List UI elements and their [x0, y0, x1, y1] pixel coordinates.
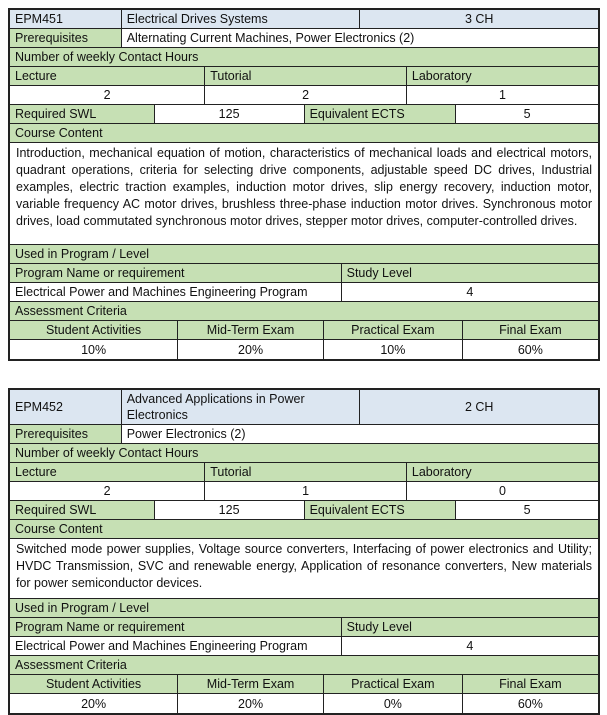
final-exam-label-cell: Final Exam [463, 321, 598, 339]
course-content-header-row [10, 520, 598, 539]
mid-term-exam-value-cell: 20% [178, 694, 324, 713]
course-title-cell: Electrical Drives Systems [122, 10, 361, 28]
contact-hours-label-cell: Number of weekly Contact Hours [10, 444, 598, 462]
student-activities-label-cell: Student Activities [10, 675, 178, 693]
laboratory-value-cell: 0 [498, 484, 506, 498]
hours-values-row [10, 482, 598, 501]
practical-exam-label-cell: Practical Exam [324, 675, 463, 693]
assessment-criteria-label-cell: Assessment Criteria [10, 656, 598, 674]
study-level-value-cell: 4 [466, 639, 474, 653]
swl-row [10, 105, 598, 124]
contact-hours-header-row [10, 48, 598, 67]
course-content-header-row [10, 124, 598, 143]
hours-values-row [10, 86, 598, 105]
prerequisites-value-cell: Alternating Current Machines, Power Electronics (2) [126, 31, 415, 45]
program-values-row [10, 283, 598, 302]
equivalent-ects-label-cell: Equivalent ECTS [305, 105, 457, 123]
required-swl-label-cell: Required SWL [10, 501, 155, 519]
tutorial-value-cell: 2 [205, 86, 407, 104]
final-exam-label-cell: Final Exam [463, 675, 598, 693]
used-in-program-label-cell: Used in Program / Level [10, 599, 598, 617]
used-in-program-row [10, 599, 598, 618]
mid-term-exam-value-cell: 20% [178, 340, 324, 359]
assessment-header-row [10, 302, 598, 321]
mid-term-exam-label-cell: Mid-Term Exam [178, 675, 324, 693]
tutorial-label-cell: Tutorial [205, 67, 407, 85]
hours-labels-row [10, 67, 598, 86]
credit-hours-cell: 3 CH [360, 10, 598, 28]
program-name-value-cell: Electrical Power and Machines Engineering Program [10, 637, 342, 655]
study-level-label-cell: Study Level [342, 264, 598, 282]
course-content-text: Switched mode power supplies, Voltage source converters, Interfacing of power electronics and Utility; HVDC Transmission, SVC and renewable energy, Application of resonance converters, New materials for power semiconductor devices. [16, 542, 592, 590]
course-content-label-cell: Course Content [10, 124, 598, 142]
required-swl-value-cell: 125 [155, 501, 305, 519]
program-name-label-cell: Program Name or requirement [10, 618, 342, 636]
required-swl-value-cell: 125 [155, 105, 305, 123]
final-exam-value-cell: 60% [517, 342, 543, 357]
program-name-value-cell: Electrical Power and Machines Engineering Program [10, 283, 342, 301]
credit-hours-cell: 2 CH [360, 390, 598, 424]
study-level-value-cell: 4 [466, 285, 474, 299]
lecture-label-cell: Lecture [10, 463, 205, 481]
tutorial-value-cell: 1 [205, 482, 407, 500]
practical-exam-value-cell: 10% [324, 340, 463, 359]
student-activities-label-cell: Student Activities [10, 321, 178, 339]
assessment-criteria-label-cell: Assessment Criteria [10, 302, 598, 320]
course-code-cell: EPM451 [10, 10, 122, 28]
course-content-label-cell: Course Content [10, 520, 598, 538]
assessment-header-row [10, 656, 598, 675]
program-labels-row [10, 618, 598, 637]
prerequisites-label-cell: Prerequisites [10, 29, 122, 47]
program-labels-row [10, 264, 598, 283]
course-header-row [10, 390, 598, 425]
assessment-values-row [10, 340, 598, 359]
used-in-program-row [10, 245, 598, 264]
contact-hours-label-cell: Number of weekly Contact Hours [10, 48, 598, 66]
course-code-cell: EPM452 [10, 390, 122, 424]
practical-exam-value-cell: 0% [324, 694, 463, 713]
course-table-epm452 [8, 388, 600, 715]
student-activities-value-cell: 20% [10, 694, 178, 713]
used-in-program-label-cell: Used in Program / Level [10, 245, 598, 263]
equivalent-ects-label-cell: Equivalent ECTS [305, 501, 457, 519]
prerequisites-row [10, 425, 598, 444]
assessment-labels-row [10, 321, 598, 340]
required-swl-label-cell: Required SWL [10, 105, 155, 123]
course-title-cell: Advanced Applications in Power Electronics [122, 390, 361, 424]
lecture-value-cell: 2 [10, 482, 205, 500]
lecture-label-cell: Lecture [10, 67, 205, 85]
contact-hours-header-row [10, 444, 598, 463]
laboratory-label-cell: Laboratory [407, 463, 598, 481]
prerequisites-label-cell: Prerequisites [10, 425, 122, 443]
laboratory-label-cell: Laboratory [407, 67, 598, 85]
student-activities-value-cell: 10% [10, 340, 178, 359]
course-content-row [10, 539, 598, 599]
final-exam-value-cell: 60% [517, 696, 543, 711]
prerequisites-row [10, 29, 598, 48]
equivalent-ects-value-cell: 5 [523, 107, 531, 121]
assessment-values-row [10, 694, 598, 713]
prerequisites-value-cell: Power Electronics (2) [126, 427, 246, 441]
course-table-epm451 [8, 8, 600, 361]
mid-term-exam-label-cell: Mid-Term Exam [178, 321, 324, 339]
program-name-label-cell: Program Name or requirement [10, 264, 342, 282]
hours-labels-row [10, 463, 598, 482]
assessment-labels-row [10, 675, 598, 694]
program-values-row [10, 637, 598, 656]
study-level-label-cell: Study Level [342, 618, 598, 636]
course-content-row [10, 143, 598, 245]
practical-exam-label-cell: Practical Exam [324, 321, 463, 339]
equivalent-ects-value-cell: 5 [523, 503, 531, 517]
tutorial-label-cell: Tutorial [205, 463, 407, 481]
lecture-value-cell: 2 [10, 86, 205, 104]
swl-row [10, 501, 598, 520]
course-header-row [10, 10, 598, 29]
course-content-text: Introduction, mechanical equation of motion, characteristics of mechanical loads and electrical motors, quadrant operations, criteria for selecting drive components, adjustable speed DC drives, Industrial examples, electric traction examples, induction motor drives, slip energy recovery, induction motor, variable frequency AC motor drives, brushless three-phase induction motor drives. Synchronous motor drives, load commutated synchronous motor drives, stepper motor drives, computer-controlled drives. [16, 146, 592, 228]
laboratory-value-cell: 1 [498, 88, 506, 102]
